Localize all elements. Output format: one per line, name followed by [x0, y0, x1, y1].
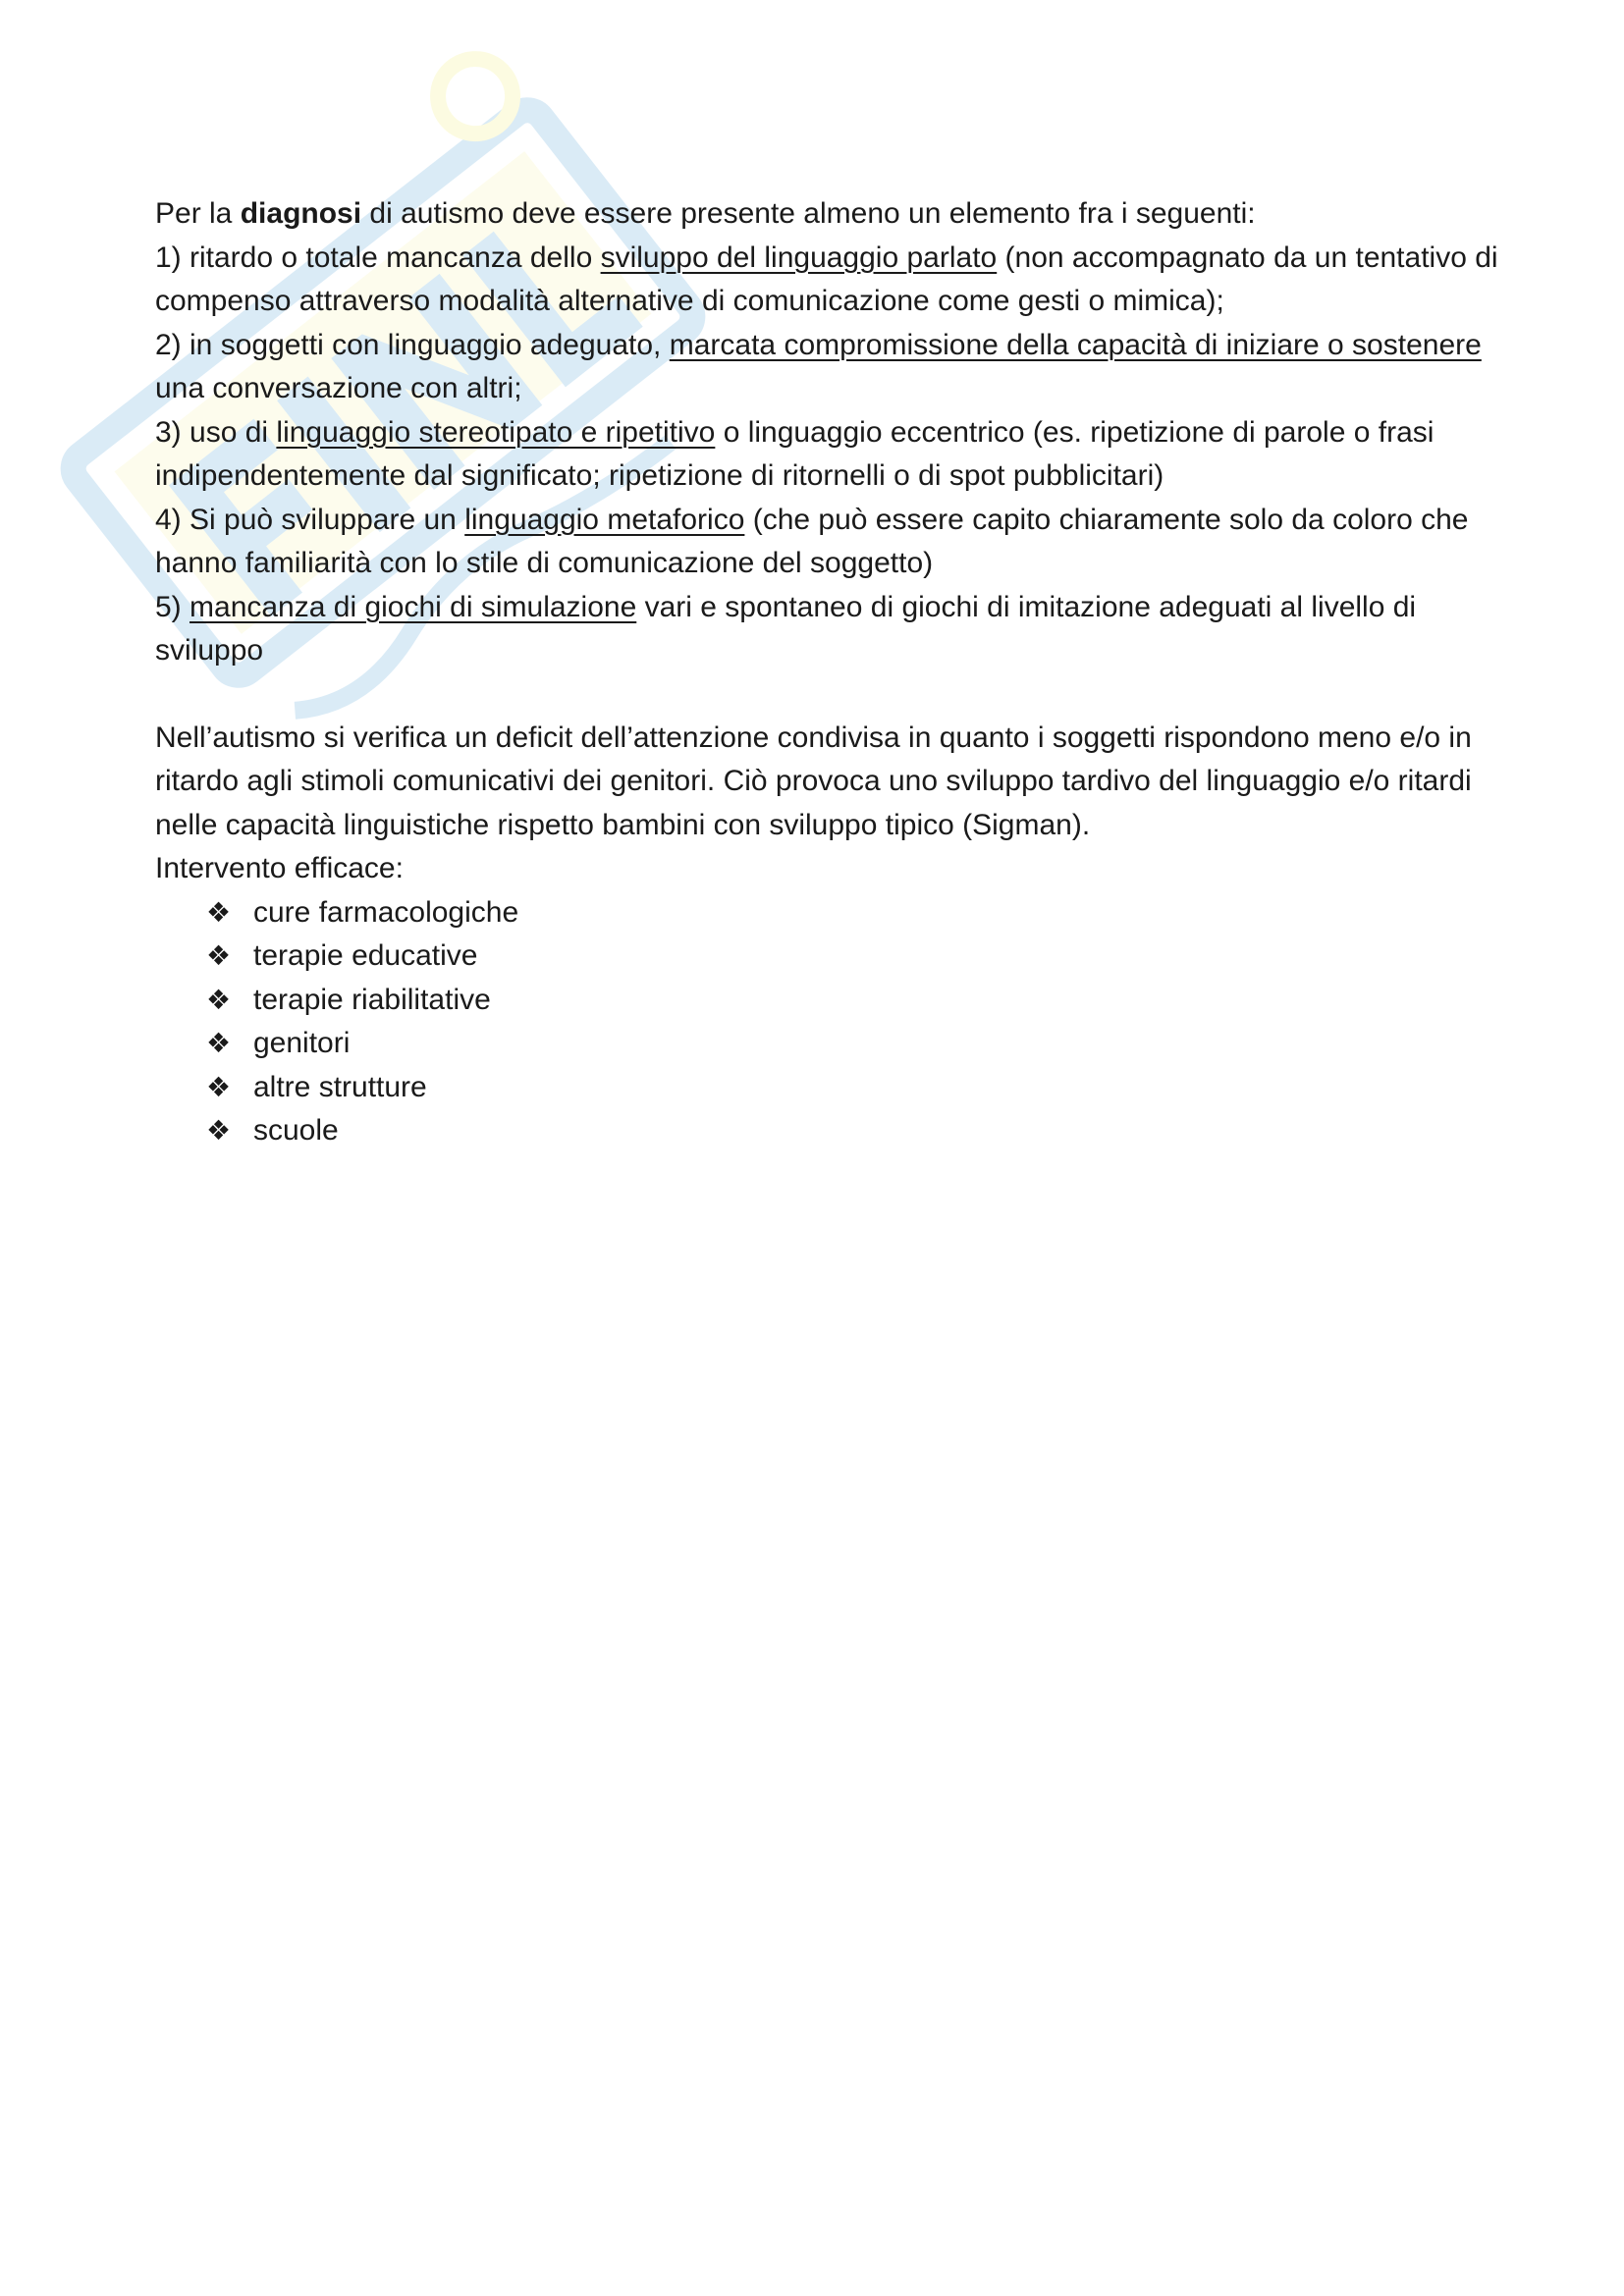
- list-item: [155, 1066, 1500, 1110]
- criterion-2: [155, 324, 1500, 411]
- diamond-bullet-icon: ❖: [206, 1070, 232, 1103]
- criterion-1-underlined: sviluppo del linguaggio parlato: [600, 240, 998, 274]
- list-item-label: altre strutture: [253, 1070, 427, 1103]
- criterion-3-pre: 3) uso di: [155, 415, 277, 449]
- list-item-label: terapie riabilitative: [253, 983, 491, 1016]
- list-item-label: genitori: [253, 1027, 351, 1059]
- intervention-title: Intervento efficace:: [155, 852, 404, 884]
- list-item-label: terapie educative: [253, 939, 478, 972]
- list-item: [155, 1109, 1500, 1153]
- intro-pre-text: Per la: [155, 197, 241, 230]
- intro-line: [155, 192, 1500, 237]
- criterion-5-post: vari e spontaneo di giochi di imitazione adeguati al livello di sviluppo: [155, 590, 1417, 667]
- diamond-bullet-icon: ❖: [206, 983, 232, 1016]
- criterion-1-pre: 1) ritardo o totale mancanza dello: [155, 240, 601, 274]
- list-item: [155, 979, 1500, 1023]
- intro-bold-term: diagnosi: [240, 197, 362, 230]
- list-item-label: scuole: [253, 1114, 339, 1147]
- document-body: [155, 192, 1500, 1153]
- list-item: [155, 934, 1500, 979]
- criterion-5-pre: 5): [155, 590, 190, 623]
- criterion-2-post: una conversazione con altri;: [155, 372, 522, 404]
- list-item: [155, 1022, 1500, 1066]
- intro-post-text: di autismo deve essere presente almeno un elemento fra i seguenti:: [361, 197, 1256, 230]
- criterion-3-post: o linguaggio eccentrico (es. ripetizione di parole o frasi indipendentemente dal significato; ripetizione di ritornelli o di spot pubblicitari): [155, 415, 1435, 492]
- criterion-2-underlined: marcata compromissione della capacità di iniziare o sostenere: [669, 328, 1482, 361]
- list-item-label: cure farmacologiche: [253, 895, 519, 929]
- diamond-bullet-icon: ❖: [206, 1027, 232, 1059]
- criterion-2-pre: 2) in soggetti con linguaggio adeguato,: [155, 328, 670, 361]
- criterion-5-underlined: mancanza di giochi di simulazione: [189, 590, 637, 623]
- criterion-5: [155, 586, 1500, 673]
- diamond-bullet-icon: ❖: [206, 895, 232, 929]
- diamond-bullet-icon: ❖: [206, 939, 232, 972]
- paragraph-spacer: [155, 673, 1500, 717]
- criterion-4-pre: 4) Si può sviluppare un: [155, 503, 465, 536]
- attention-paragraph: Nell’autismo si verifica un deficit dell’attenzione condivisa in quanto i soggetti rispondono meno e/o in ritardo agli stimoli comunicativi dei genitori. Ciò provoca uno sviluppo tardivo del linguaggio e/o ritardi nelle capacità linguistiche rispetto bambini con sviluppo tipico (Sigman).: [155, 721, 1472, 841]
- criterion-4: [155, 499, 1500, 586]
- criterion-3-underlined: linguaggio stereotipato e ripetitivo: [276, 415, 716, 449]
- criterion-1-post: (non accompagnato da un tentativo di compenso attraverso modalità alternative di comunicazione come gesti o mimica);: [155, 240, 1498, 317]
- intervention-list: [155, 891, 1500, 1153]
- criterion-4-post: (che può essere capito chiaramente solo da coloro che hanno familiarità con lo stile di comunicazione del soggetto): [155, 503, 1469, 579]
- criterion-4-underlined: linguaggio metaforico: [464, 503, 745, 536]
- list-item: [155, 891, 1500, 935]
- criterion-1: [155, 237, 1500, 324]
- diamond-bullet-icon: ❖: [206, 1114, 232, 1147]
- criterion-3: [155, 411, 1500, 499]
